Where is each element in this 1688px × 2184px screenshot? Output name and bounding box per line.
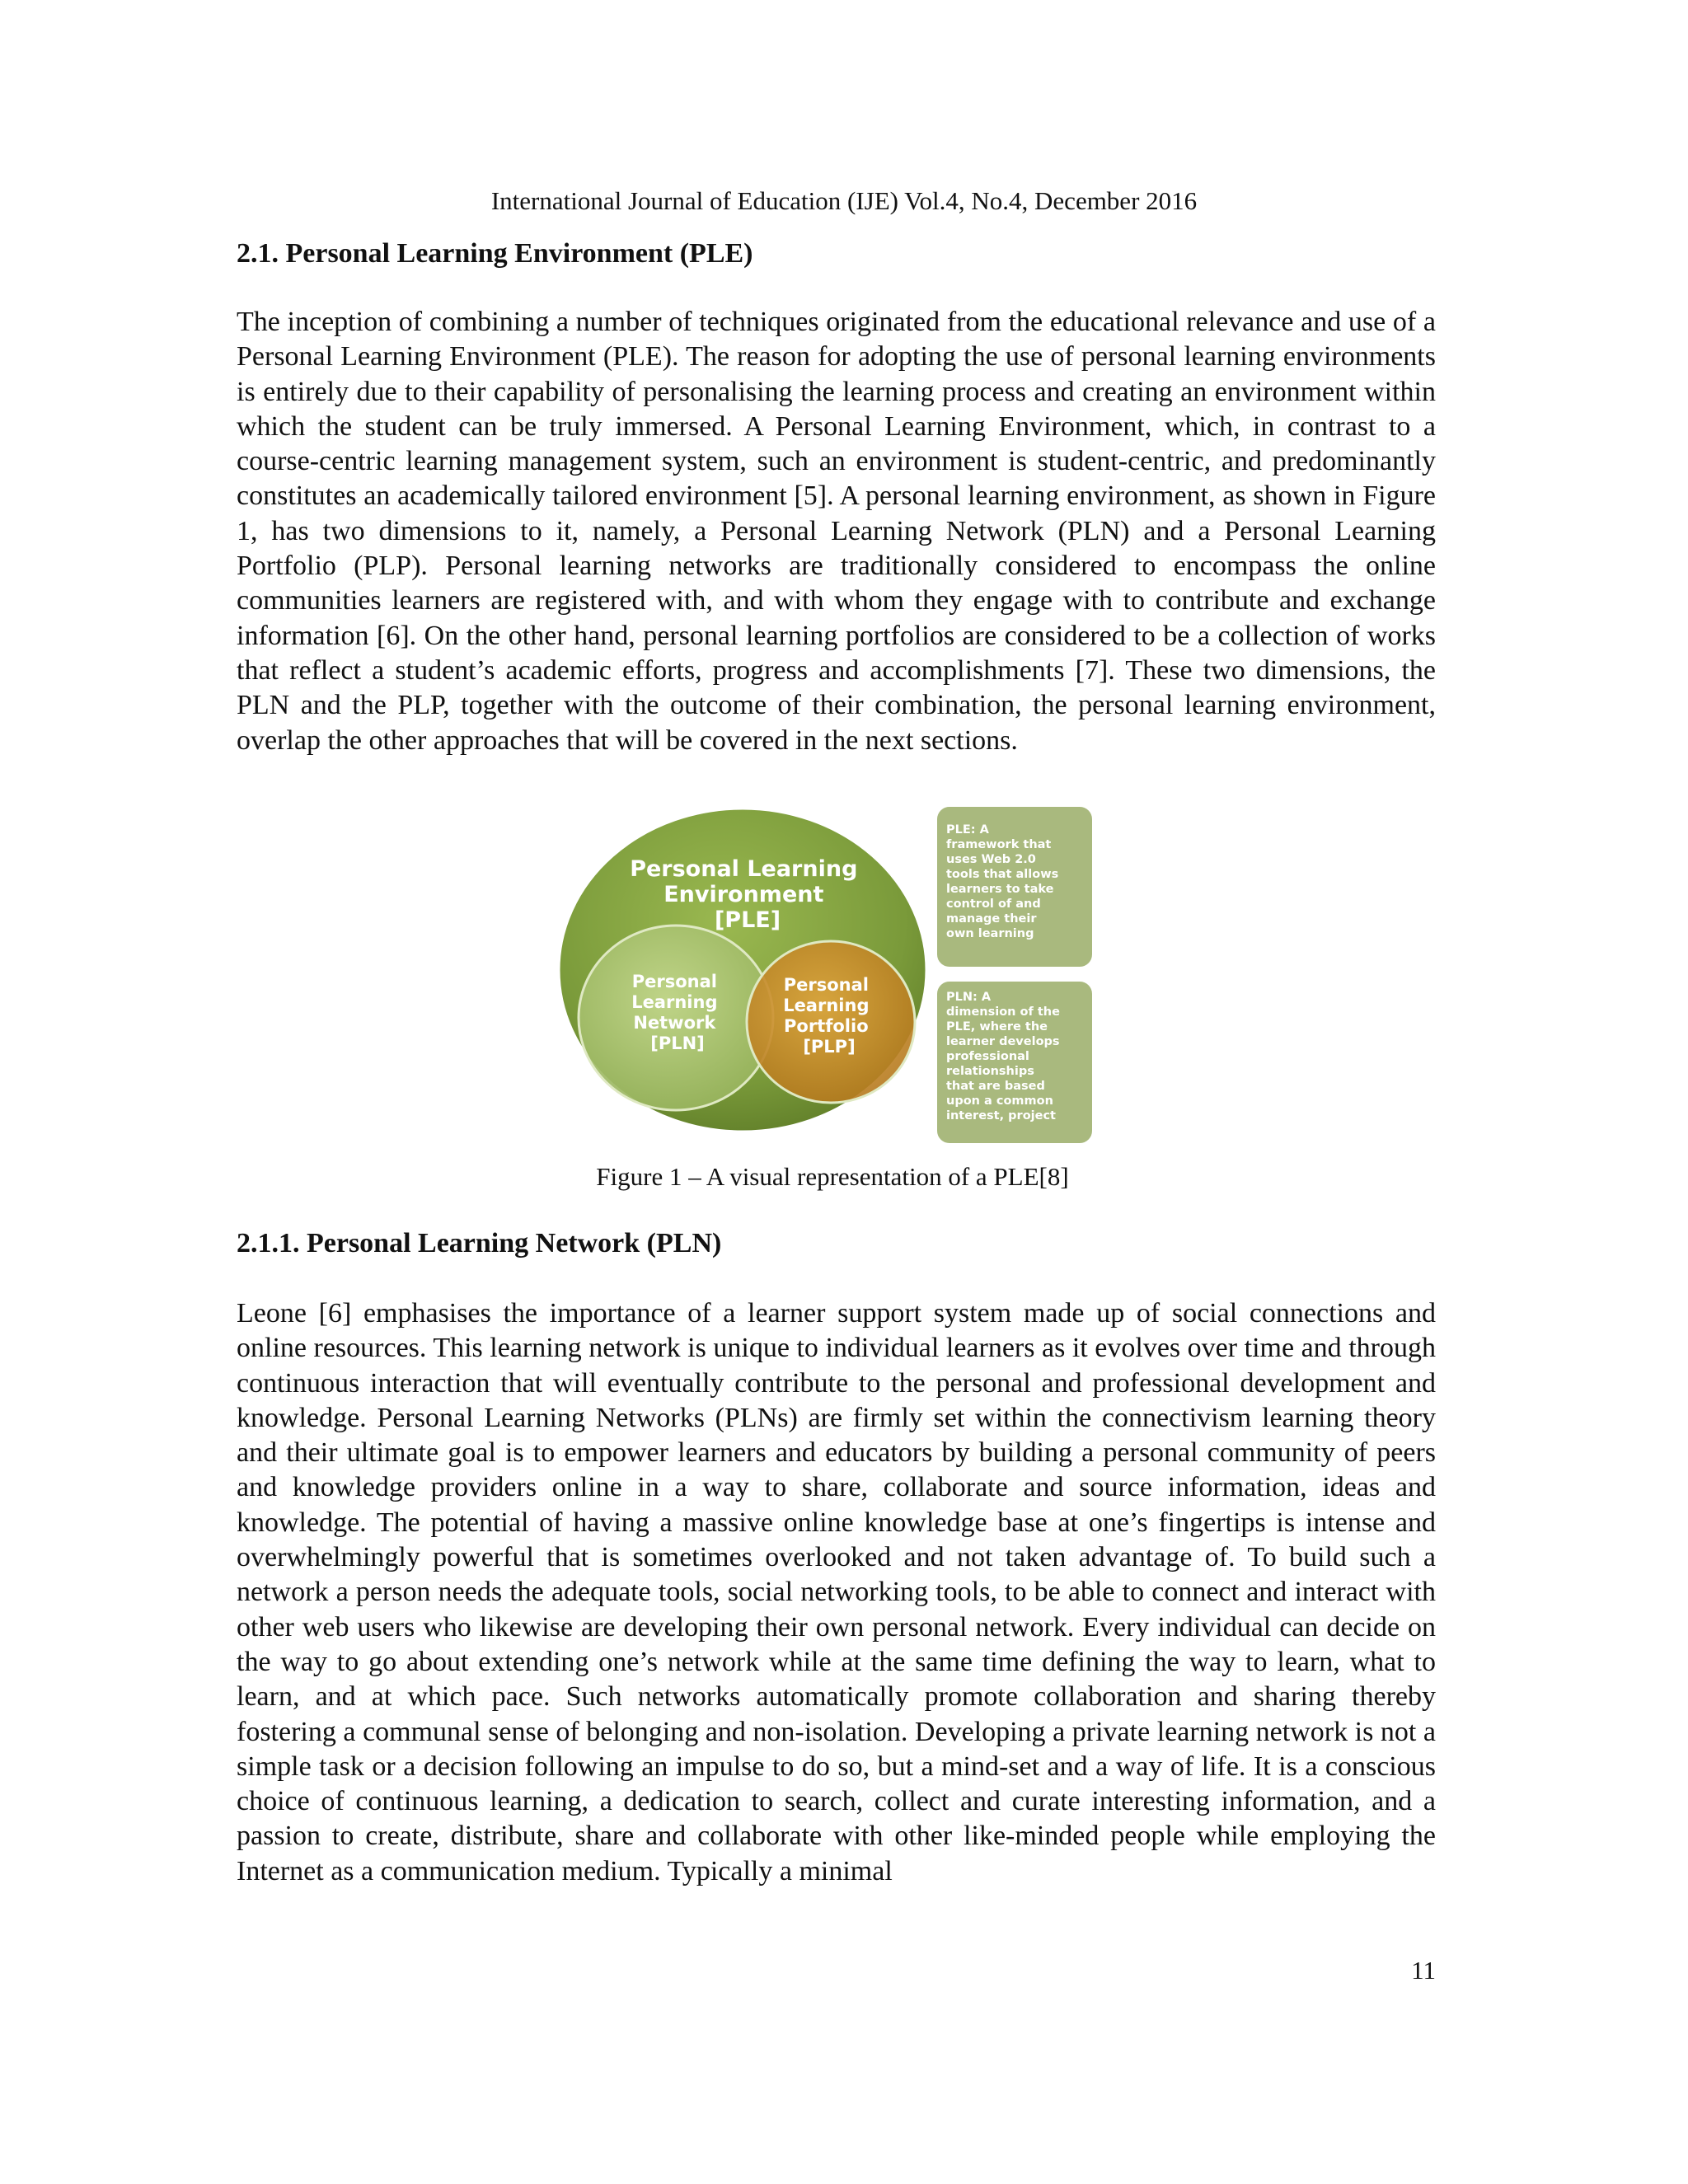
section-heading-pln: 2.1.1. Personal Learning Network (PLN) (237, 1228, 722, 1258)
ple-label: Personal Learning Environment [PLE] (630, 856, 858, 933)
plp-label: Personal Learning Portfolio [PLP] (783, 975, 870, 1057)
section-heading-ple: 2.1. Personal Learning Environment (PLE) (237, 238, 753, 269)
pln-label: Personal Learning Network [PLN] (631, 972, 718, 1053)
paragraph-pln: Leone [6] emphasises the importance of a learner support system made up of social connections and online resources. This learning network is unique to individual learners as it evolves over time and through continuous interaction that will eventually contribute to the personal and professional development and knowledge. Personal Learning Networks (PLNs) are firmly set within the connectivism learning theory and their ultimate goal is to empower learners and educators by building a personal community of peers and knowledge providers online in a way to share, collaborate and source information, ideas and knowledge. The potential of having a massive online knowledge base at one’s fingertips is intense and overwhelmingly powerful that is sometimes overlooked and not taken advantage of. To build such a network a person needs the adequate tools, social networking tools, to be able to connect and interact with other web users who likewise are developing their own personal network. Every individual can decide on the way to go about extending one’s network while at the same time defining the way to learn, what to learn, and at which pace. Such networks automatically promote collaboration and sharing thereby fostering a communal sense of belonging and non-isolation. Developing a private learning network is not a simple task or a decision following an impulse to do so, but a mind-set and a way of life. It is a conscious choice of continuous learning, a dedication to search, collect and curate interesting information, and a passion to create, distribute, share and collaborate with other like-minded people while employing the Internet as a communication medium. Typically a minimal (237, 1298, 1436, 1886)
note-pln-text: PLN: A dimension of the PLE, where the learner develops professional relationships that are based upon a common interest, project (946, 991, 1060, 1122)
paragraph-ple: The inception of combining a number of techniques originated from the educational relevance and use of a Personal Learning Environment (PLE). The reason for adopting the use of personal learning environments is entirely due to their capability of personalising the learning process and creating an environment within which the student can be truly immersed. A Personal Learning Environment, which, in contrast to a course-centric learning management system, such an environment is student-centric, and predominantly constitutes an academically tailored environment [5]. A personal learning environment, as shown in Figure 1, has two dimensions to it, namely, a Personal Learning Network (PLN) and a Personal Learning Portfolio (PLP). Personal learning networks are traditionally considered to encompass the online communities learners are registered with, and with whom they engage with to contribute and exchange information [6]. On the other hand, personal learning portfolios are considered to be a collection of works that reflect a student’s academic efforts, progress and accomplishments [7]. These two dimensions, the PLN and the PLP, together with the outcome of their combination, the personal learning environment, overlap the other approaches that will be covered in the next sections. (237, 307, 1436, 756)
journal-header: International Journal of Education (IJE) Vol.4, No.4, December 2016 (490, 186, 1198, 215)
note-ple-text: PLE: A framework that uses Web 2.0 tools that allows learners to take control of and manage their own learning (946, 823, 1059, 940)
figure-ple-diagram (557, 806, 1095, 1146)
page-number: 11 (1411, 1956, 1436, 1985)
figure-caption: Figure 1 – A visual representation of a PLE[8] (596, 1162, 1069, 1191)
